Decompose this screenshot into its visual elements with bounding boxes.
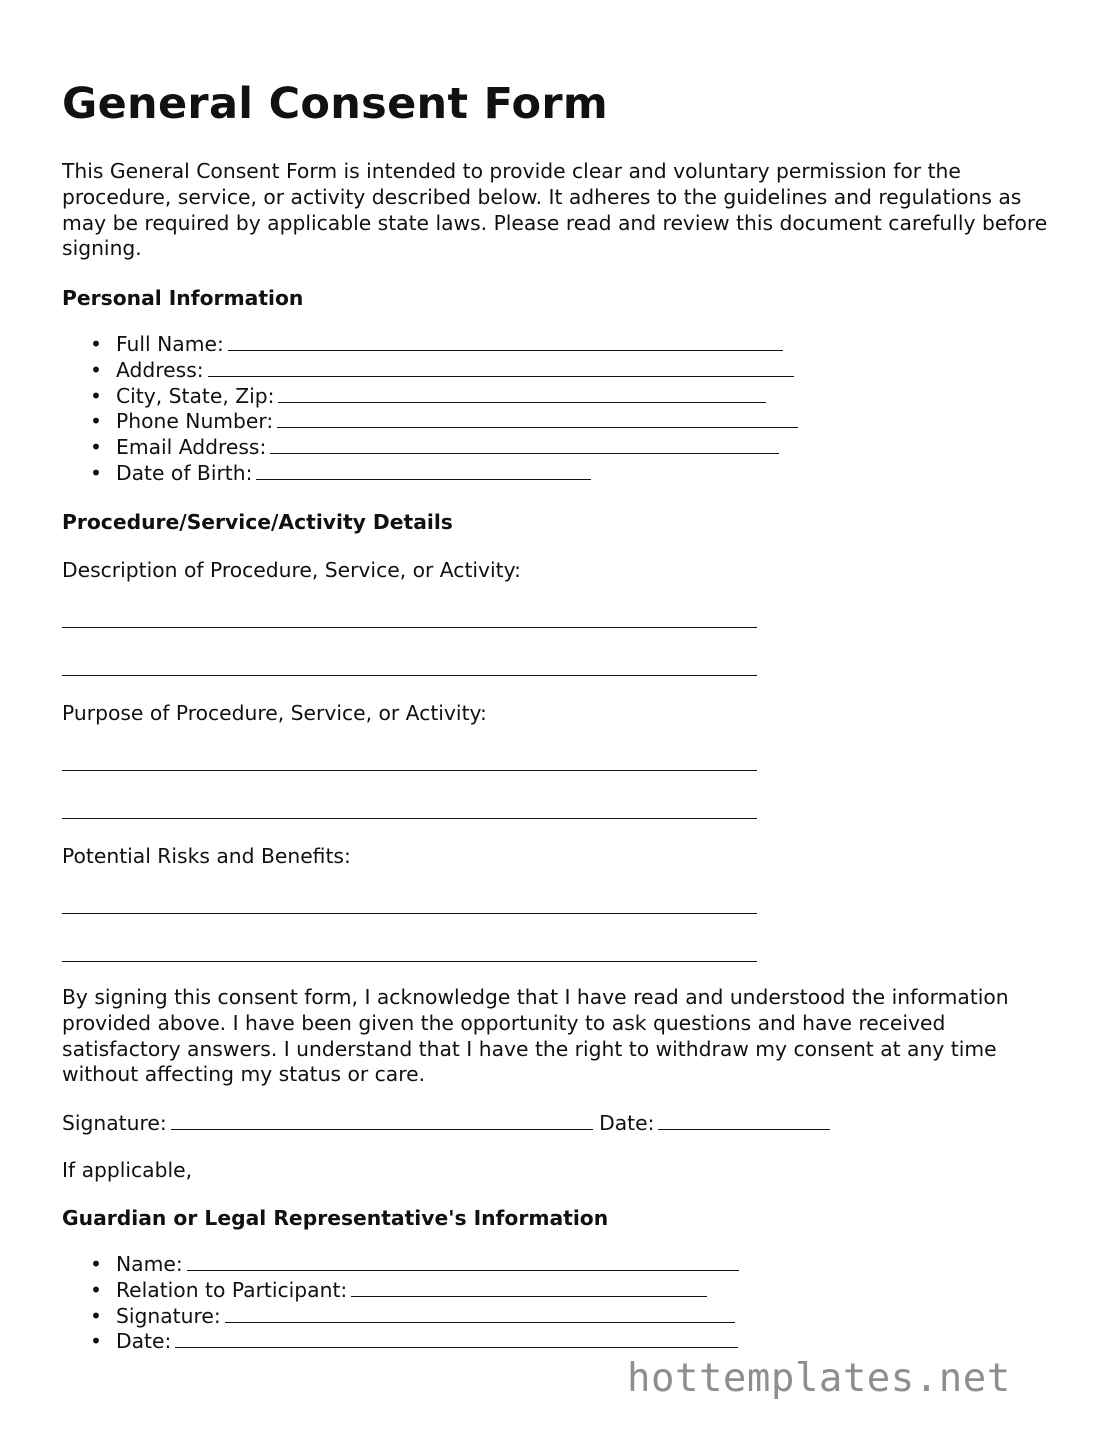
guardian-heading: Guardian or Legal Representative's Information: [62, 1206, 609, 1230]
date-of-birth-field[interactable]: [256, 462, 591, 480]
field-label: Date of Birth:: [116, 460, 253, 485]
date-field[interactable]: [658, 1112, 830, 1130]
field-label: City, State, Zip:: [116, 383, 275, 408]
bullet-icon: •: [90, 460, 102, 485]
purpose-line-1[interactable]: [62, 770, 757, 771]
purpose-label: Purpose of Procedure, Service, or Activity:: [62, 701, 487, 725]
details-heading: Procedure/Service/Activity Details: [62, 510, 453, 534]
list-item: [62, 358, 798, 384]
acknowledgement-paragraph: By signing this consent form, I acknowledge that I have read and understood the information provided above. I have been given the opportunity to ask questions and have received satisfactory answers. I understand that I have the right to withdraw my consent at any time without affecting my status or care.: [62, 985, 1009, 1087]
address-field[interactable]: [208, 359, 794, 377]
bullet-icon: •: [90, 357, 102, 382]
watermark: hottemplates.net: [627, 1356, 1011, 1401]
signature-row: [62, 1110, 830, 1136]
bullet-icon: •: [90, 1303, 102, 1328]
bullet-icon: •: [90, 435, 102, 460]
risks-line-1[interactable]: [62, 913, 757, 914]
intro-paragraph: This General Consent Form is intended to provide clear and voluntary permission for the procedure, service, or activity described below. It adheres to the guidelines and regulations as may be required by applicable state laws. Please read and review this document carefully before signing.: [62, 159, 1048, 261]
list-item: [62, 1252, 739, 1278]
risks-line-2[interactable]: [62, 961, 757, 962]
list-item: [62, 409, 798, 435]
bullet-icon: •: [90, 332, 102, 356]
city-state-zip-field[interactable]: [278, 385, 766, 403]
guardian-signature-field[interactable]: [225, 1305, 735, 1323]
page-title: General Consent Form: [62, 79, 608, 129]
personal-info-list: [62, 332, 798, 487]
field-label: Signature:: [116, 1303, 221, 1328]
bullet-icon: •: [90, 1277, 102, 1302]
bullet-icon: •: [90, 409, 102, 434]
description-label: Description of Procedure, Service, or Activity:: [62, 558, 521, 582]
email-address-field[interactable]: [270, 436, 779, 454]
list-item: [62, 332, 798, 358]
full-name-field[interactable]: [228, 333, 783, 351]
field-label: Email Address:: [116, 435, 267, 460]
field-label: Name:: [116, 1252, 183, 1276]
bullet-icon: •: [90, 1252, 102, 1276]
field-label: Address:: [116, 357, 204, 382]
field-label: Phone Number:: [116, 409, 274, 434]
guardian-name-field[interactable]: [187, 1253, 739, 1271]
field-label: Date:: [116, 1329, 172, 1354]
personal-info-heading: Personal Information: [62, 286, 304, 310]
risks-benefits-label: Potential Risks and Benefits:: [62, 844, 351, 868]
list-item: [62, 384, 798, 410]
bullet-icon: •: [90, 1329, 102, 1354]
guardian-date-field[interactable]: [175, 1330, 738, 1348]
list-item: [62, 461, 798, 487]
date-label: Date:: [599, 1111, 655, 1135]
bullet-icon: •: [90, 383, 102, 408]
list-item: [62, 1304, 739, 1330]
field-label: Relation to Participant:: [116, 1277, 348, 1302]
signature-label: Signature:: [62, 1111, 167, 1135]
list-item: [62, 1329, 739, 1355]
description-line-1[interactable]: [62, 627, 757, 628]
guardian-info-list: [62, 1252, 739, 1355]
purpose-line-2[interactable]: [62, 818, 757, 819]
list-item: [62, 1278, 739, 1304]
signature-field[interactable]: [171, 1112, 593, 1130]
field-label: Full Name:: [116, 332, 224, 356]
list-item: [62, 435, 798, 461]
if-applicable-text: If applicable,: [62, 1158, 193, 1182]
relation-field[interactable]: [351, 1279, 707, 1297]
phone-number-field[interactable]: [277, 410, 798, 428]
description-line-2[interactable]: [62, 675, 757, 676]
